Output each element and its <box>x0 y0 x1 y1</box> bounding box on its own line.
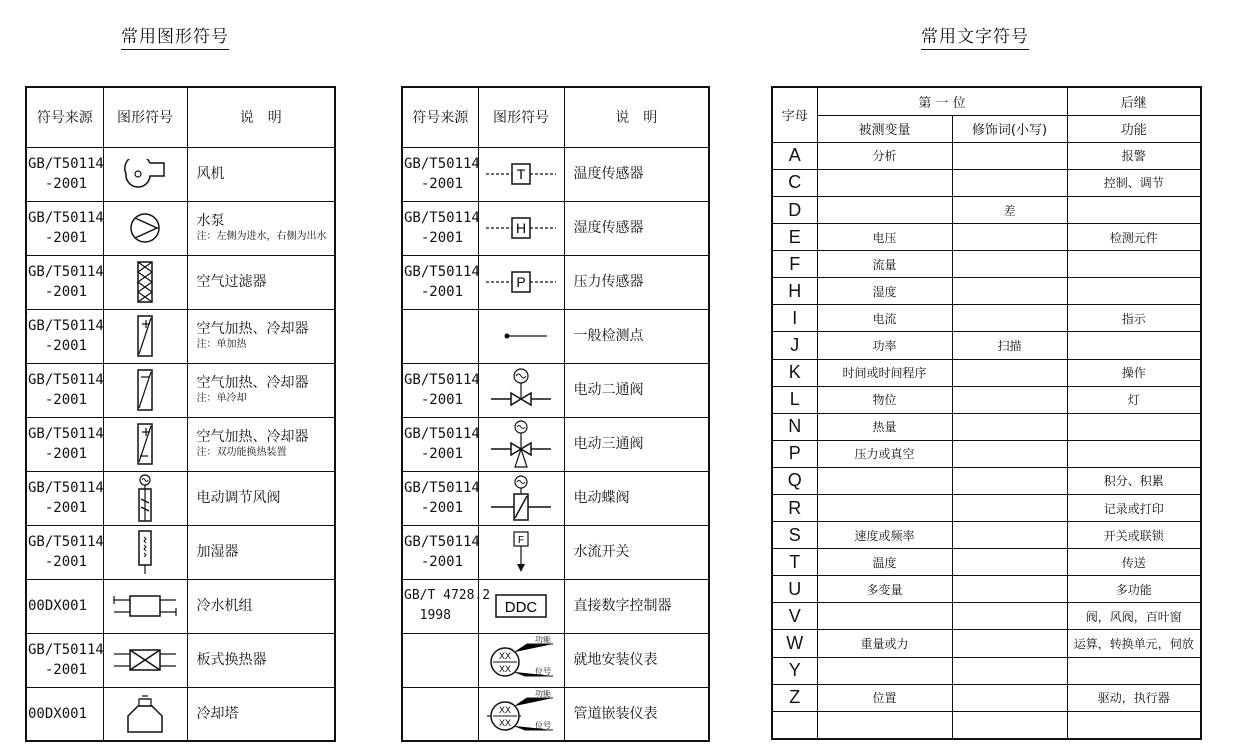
row-source: GB/T50114 -2001 <box>26 147 103 201</box>
row-desc: 压力传感器 <box>573 274 644 290</box>
row-function <box>1067 332 1201 359</box>
table-row <box>26 471 335 525</box>
row-source: GB/T50114 -2001 <box>402 525 478 579</box>
row-desc: 冷却塔 <box>196 705 239 722</box>
tag-label: 位号 <box>535 667 551 676</box>
row-desc: 就地安装仪表 <box>573 652 658 668</box>
table-row <box>26 633 335 687</box>
row-source: GB/T 4728.2 1998 <box>402 579 478 633</box>
row-source: GB/T50114 -2001 <box>26 417 103 471</box>
row-letter: A <box>772 142 817 169</box>
row-function: 检测元件 <box>1067 224 1201 251</box>
row-modifier <box>952 630 1067 657</box>
table-row <box>772 332 1201 359</box>
table-row <box>26 255 335 309</box>
row-source: GB/T50114 -2001 <box>402 417 478 471</box>
row-modifier <box>952 657 1067 684</box>
row-measured-variable: 功率 <box>817 332 952 359</box>
row-measured-variable: 多变量 <box>817 576 952 603</box>
table-row <box>402 687 709 741</box>
row-measured-variable: 速度或频率 <box>817 522 952 549</box>
row-desc: 电动蝶阀 <box>573 490 630 506</box>
table-row <box>772 142 1201 169</box>
row-source <box>402 687 478 741</box>
table-row <box>26 147 335 201</box>
row-desc: 湿度传感器 <box>573 220 644 236</box>
row-letter: H <box>772 278 817 305</box>
row-modifier <box>952 522 1067 549</box>
svg-text:XX: XX <box>498 651 512 661</box>
table-row <box>772 684 1201 711</box>
humidifier-icon <box>135 529 155 575</box>
chiller-icon <box>110 591 180 621</box>
row-measured-variable: 压力或真空 <box>817 440 952 467</box>
table-row <box>772 576 1201 603</box>
table-row <box>402 471 709 525</box>
row-modifier <box>952 603 1067 630</box>
row-desc: 冷水机组 <box>196 598 253 614</box>
row-function: 控制、调节 <box>1067 169 1201 196</box>
row-modifier <box>952 440 1067 467</box>
row-function: 开关或联锁 <box>1067 522 1201 549</box>
row-measured-variable: 电压 <box>817 224 952 251</box>
local-instrument-icon <box>485 636 557 684</box>
row-modifier <box>952 549 1067 576</box>
header-desc: 说 明 <box>187 87 335 147</box>
table-row <box>772 522 1201 549</box>
row-desc: 电动二通阀 <box>573 382 644 398</box>
row-function: 记录或打印 <box>1067 494 1201 521</box>
row-desc: 加湿器 <box>196 544 239 560</box>
row-measured-variable: 湿度 <box>817 278 952 305</box>
row-source <box>402 633 478 687</box>
table-row <box>772 359 1201 386</box>
row-function: 多功能 <box>1067 576 1201 603</box>
row-desc: 直接数字控制器 <box>573 598 672 614</box>
row-desc: 管道嵌装仪表 <box>573 705 658 722</box>
header-symbol: 图形符号 <box>478 87 564 147</box>
row-source: GB/T50114 -2001 <box>26 363 103 417</box>
row-modifier <box>952 467 1067 494</box>
row-measured-variable: 热量 <box>817 413 952 440</box>
header-symbol: 图形符号 <box>103 87 187 147</box>
table-row <box>772 549 1201 576</box>
row-desc: 一般检测点 <box>573 328 644 344</box>
row-measured-variable <box>817 169 952 196</box>
table-row <box>772 630 1201 657</box>
graphic-symbols-table-2 <box>401 86 710 742</box>
sensor-letter: P <box>516 274 526 290</box>
heater-icon <box>135 314 155 358</box>
temperature-sensor-icon <box>484 161 558 187</box>
table-header-row <box>402 87 709 147</box>
table-header-row <box>26 87 335 147</box>
table-row <box>772 224 1201 251</box>
table-row <box>772 169 1201 196</box>
table-row <box>772 494 1201 521</box>
table-row <box>26 687 335 741</box>
function-label: 功能 <box>535 636 551 644</box>
pressure-sensor-icon <box>484 269 558 295</box>
table-row <box>402 579 709 633</box>
air-filter-icon <box>135 260 155 304</box>
row-measured-variable <box>817 711 952 739</box>
row-measured-variable <box>817 603 952 630</box>
row-letter: J <box>772 332 817 359</box>
two-way-valve-icon <box>489 367 553 413</box>
row-letter: I <box>772 305 817 332</box>
row-function <box>1067 440 1201 467</box>
row-modifier <box>952 305 1067 332</box>
row-letter: U <box>772 576 817 603</box>
table-row <box>772 711 1201 739</box>
row-modifier <box>952 386 1067 413</box>
row-measured-variable: 位置 <box>817 684 952 711</box>
row-measured-variable: 流量 <box>817 251 952 278</box>
row-letter: S <box>772 522 817 549</box>
motorized-damper-icon <box>135 473 155 523</box>
table-row <box>402 363 709 417</box>
row-modifier <box>952 251 1067 278</box>
row-measured-variable <box>817 657 952 684</box>
header-measured-variable: 被测变量 <box>817 115 952 142</box>
row-measured-variable: 物位 <box>817 386 952 413</box>
right-section-title: 常用文字符号 <box>921 22 1029 50</box>
detection-point-icon <box>491 328 551 344</box>
row-source: GB/T50114 -2001 <box>26 255 103 309</box>
cooler-icon <box>135 368 155 412</box>
header-letter: 字母 <box>772 87 817 142</box>
header-source: 符号来源 <box>26 87 103 147</box>
fan-icon <box>120 159 170 189</box>
row-function: 运算，转换单元，伺放 <box>1067 630 1201 657</box>
table-row <box>772 305 1201 332</box>
table-row <box>26 201 335 255</box>
row-desc: 温度传感器 <box>573 166 644 182</box>
svg-text:XX: XX <box>498 717 512 728</box>
row-letter: Q <box>772 467 817 494</box>
row-function: 指示 <box>1067 305 1201 332</box>
header-desc: 说 明 <box>564 87 709 147</box>
row-letter: L <box>772 386 817 413</box>
table-row <box>402 417 709 471</box>
row-source: GB/T50114 -2001 <box>402 471 478 525</box>
ddc-icon <box>493 592 549 620</box>
table-row <box>26 525 335 579</box>
table-header-row <box>772 115 1201 142</box>
row-modifier <box>952 142 1067 169</box>
table-row <box>26 309 335 363</box>
table-row <box>402 525 709 579</box>
row-source: GB/T50114 -2001 <box>402 363 478 417</box>
row-function: 操作 <box>1067 359 1201 386</box>
table-row <box>772 386 1201 413</box>
row-function: 阀，风阀，百叶窗 <box>1067 603 1201 630</box>
row-source: GB/T50114 -2001 <box>26 525 103 579</box>
row-source: GB/T50114 -2001 <box>26 471 103 525</box>
row-modifier <box>952 359 1067 386</box>
row-function <box>1067 251 1201 278</box>
row-measured-variable: 温度 <box>817 549 952 576</box>
row-source: 00DX001 <box>26 579 103 633</box>
header-succeeding: 后继 <box>1067 87 1201 115</box>
table-row <box>402 255 709 309</box>
table-row <box>402 633 709 687</box>
row-letter: C <box>772 169 817 196</box>
left-section-title: 常用图形符号 <box>121 22 229 50</box>
row-letter: T <box>772 549 817 576</box>
table-row <box>772 196 1201 223</box>
function-label: 功能 <box>535 689 551 698</box>
table-row <box>772 657 1201 684</box>
letter-symbols-table <box>771 86 1202 740</box>
row-function <box>1067 196 1201 223</box>
row-letter: Y <box>772 657 817 684</box>
row-letter: Z <box>772 684 817 711</box>
ddc-label: DDC <box>504 599 538 616</box>
inline-instrument-icon <box>485 690 557 738</box>
table-row <box>772 467 1201 494</box>
row-modifier <box>952 224 1067 251</box>
row-measured-variable <box>817 467 952 494</box>
row-function: 报警 <box>1067 142 1201 169</box>
row-measured-variable <box>817 494 952 521</box>
sensor-letter: T <box>516 166 526 182</box>
header-first-position: 第 一 位 <box>817 87 1067 115</box>
table-row <box>26 417 335 471</box>
row-modifier <box>952 413 1067 440</box>
row-function <box>1067 413 1201 440</box>
row-desc: 水流开关 <box>573 544 630 560</box>
table-row <box>772 278 1201 305</box>
table-row <box>402 201 709 255</box>
row-letter: R <box>772 494 817 521</box>
table-row <box>772 440 1201 467</box>
row-function <box>1067 711 1201 739</box>
row-letter: D <box>772 196 817 223</box>
row-modifier <box>952 684 1067 711</box>
row-source: GB/T50114 -2001 <box>26 309 103 363</box>
row-source <box>402 309 478 363</box>
row-modifier <box>952 278 1067 305</box>
header-function: 功能 <box>1067 115 1201 142</box>
row-desc: 空气加热、冷却器 <box>196 429 309 445</box>
table-row <box>772 413 1201 440</box>
flow-switch-icon <box>509 530 533 574</box>
row-measured-variable: 重量或力 <box>817 630 952 657</box>
row-source: GB/T50114 -2001 <box>26 633 103 687</box>
row-desc: 板式换热器 <box>196 652 267 668</box>
row-desc: 风机 <box>196 166 225 182</box>
dual-exchanger-icon <box>135 422 155 466</box>
svg-text:XX: XX <box>498 664 512 674</box>
row-desc: 电动三通阀 <box>573 436 644 452</box>
row-function: 积分、积累 <box>1067 467 1201 494</box>
row-source: GB/T50114 -2001 <box>402 201 478 255</box>
table-header-row <box>772 87 1201 115</box>
table-row <box>402 147 709 201</box>
svg-text:XX: XX <box>498 704 512 715</box>
row-letter: K <box>772 359 817 386</box>
row-letter <box>772 711 817 739</box>
row-desc: 电动调节风阀 <box>196 490 281 506</box>
plate-exchanger-icon <box>110 645 180 675</box>
row-modifier: 差 <box>952 196 1067 223</box>
row-note: 注：左侧为进水，右侧为出水 <box>196 231 327 242</box>
butterfly-valve-icon <box>489 474 553 522</box>
three-way-valve-icon <box>489 419 553 469</box>
row-desc: 水泵 <box>196 213 225 229</box>
row-modifier <box>952 711 1067 739</box>
row-modifier <box>952 576 1067 603</box>
tag-label: 位号 <box>535 720 551 730</box>
row-measured-variable: 时间或时间程序 <box>817 359 952 386</box>
row-modifier: 扫描 <box>952 332 1067 359</box>
row-note: 注：单冷却 <box>196 393 247 404</box>
row-desc: 空气加热、冷却器 <box>196 321 309 337</box>
row-function: 灯 <box>1067 386 1201 413</box>
row-source: GB/T50114 -2001 <box>402 255 478 309</box>
row-letter: V <box>772 603 817 630</box>
row-letter: E <box>772 224 817 251</box>
row-function <box>1067 657 1201 684</box>
row-modifier <box>952 494 1067 521</box>
cooling-tower-icon <box>122 694 168 734</box>
header-modifier: 修饰词(小写) <box>952 115 1067 142</box>
row-note: 注：单加热 <box>196 339 247 350</box>
switch-letter: F <box>517 535 525 546</box>
table-row <box>26 579 335 633</box>
table-row <box>772 603 1201 630</box>
row-source: GB/T50114 -2001 <box>402 147 478 201</box>
row-function: 驱动，执行器 <box>1067 684 1201 711</box>
row-function <box>1067 278 1201 305</box>
row-letter: P <box>772 440 817 467</box>
row-measured-variable <box>817 196 952 223</box>
row-function: 传送 <box>1067 549 1201 576</box>
graphic-symbols-table-1 <box>25 86 336 742</box>
row-measured-variable: 分析 <box>817 142 952 169</box>
humidity-sensor-icon <box>484 215 558 241</box>
row-letter: F <box>772 251 817 278</box>
table-row <box>402 309 709 363</box>
row-desc: 空气加热、冷却器 <box>196 375 309 391</box>
row-source: 00DX001 <box>26 687 103 741</box>
row-modifier <box>952 169 1067 196</box>
header-source: 符号来源 <box>402 87 478 147</box>
row-desc: 空气过滤器 <box>196 274 267 290</box>
pump-icon <box>125 211 165 245</box>
table-row <box>772 251 1201 278</box>
row-measured-variable: 电流 <box>817 305 952 332</box>
row-source: GB/T50114 -2001 <box>26 201 103 255</box>
row-letter: W <box>772 630 817 657</box>
table-row <box>26 363 335 417</box>
row-note: 注：双功能换热装置 <box>196 447 287 458</box>
row-letter: N <box>772 413 817 440</box>
sensor-letter: H <box>515 220 527 236</box>
